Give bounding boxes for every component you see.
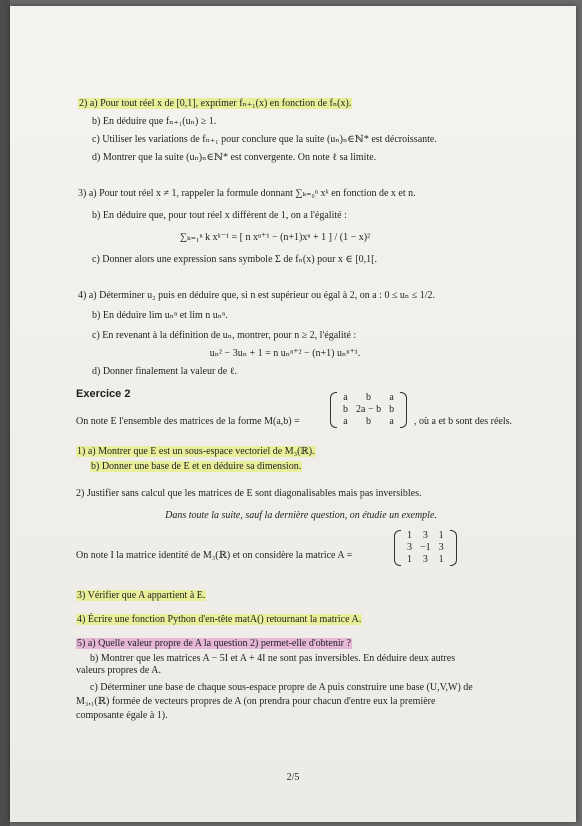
q4a: 4) a) Déterminer u₂ puis en déduire que, si n est supérieur ou égal à 2, on a : 0 ≤ uₙ ≤ 1/2.: [78, 290, 436, 301]
ex2-q5c-2: M₃,₁(ℝ) formée de vecteurs propres de A (on prendra pour chacun d'entre eux la première: [76, 696, 436, 707]
ex2-intro-after: , où a et b sont des réels.: [414, 416, 513, 427]
q2d: d) Montrer que la suite (uₙ)ₙ∈ℕ* est convergente. On note ℓ sa limite.: [92, 152, 377, 163]
q2c: c) Utiliser les variations de fₙ₊₁ pour conclure que la suite (uₙ)ₙ∈ℕ* est décroissante.: [92, 134, 437, 145]
q4b: b) En déduire lim uₙⁿ et lim n uₙⁿ.: [92, 310, 228, 321]
exercise-title: Exercice 2: [76, 388, 131, 400]
matrix-A: 1 3 1 3 −1 3 1 3 1: [394, 530, 457, 566]
page-number: 2/5: [286, 772, 300, 783]
q3-formula: ∑ₖ₌₁ⁿ k xᵏ⁻¹ = [ n xⁿ⁺¹ − (n+1)xⁿ + 1 ] / (1 − x)²: [179, 232, 371, 243]
ex2-q2: 2) Justifier sans calcul que les matrices de E sont diagonalisables mais pas inversibles.: [76, 488, 422, 499]
document-page: [10, 6, 576, 822]
q4-formula: uₙ² − 3uₙ + 1 = n uₙⁿ⁺² − (n+1) uₙⁿ⁺¹.: [209, 348, 361, 359]
binding-edge: [0, 0, 10, 826]
matrix-M: a b a b 2a − b b a b a: [330, 392, 407, 428]
q4d: d) Donner finalement la valeur de ℓ.: [92, 366, 238, 377]
ex2-q4: 4) Écrire une fonction Python d'en-tête matA() retournant la matrice A.: [77, 614, 362, 625]
q2a: 2) a) Pour tout réel x de [0,1], exprimer fₙ₊₁(x) en fonction de fₙ(x).: [79, 98, 352, 109]
q3a: 3) a) Pour tout réel x ≠ 1, rappeler la formule donnant ∑ₖ₌₀ⁿ xᵏ en fonction de x et n.: [78, 188, 416, 199]
q2b: b) En déduire que fₙ₊₁(uₙ) ≥ 1.: [92, 116, 217, 127]
ex2-q3: 3) Vérifier que A appartient à E.: [77, 590, 206, 601]
ex2-intro-before: On note E l'ensemble des matrices de la forme M(a,b) =: [76, 416, 300, 427]
ex2-q1b: b) Donner une base de E et en déduire sa dimension.: [91, 461, 302, 472]
ex2-q5a: 5) a) Quelle valeur propre de A la question 2) permet-elle d'obtenir ?: [77, 638, 351, 649]
q3b: b) En déduire que, pour tout réel x différent de 1, on a l'égalité :: [92, 210, 347, 221]
q4c: c) En revenant à la définition de uₙ, montrer, pour n ≥ 2, l'égalité :: [92, 330, 357, 341]
q3c: c) Donner alors une expression sans symbole Σ de fₙ(x) pour x ∈ [0,1[.: [92, 254, 377, 265]
ex2-def-before: On note I la matrice identité de M₃(ℝ) et on considère la matrice A =: [76, 550, 353, 561]
ex2-q5b-1: b) Montrer que les matrices A − 5I et A + 4I ne sont pas inversibles. En déduire deux autres: [90, 653, 456, 664]
ex2-note: Dans toute la suite, sauf la dernière question, on étudie un exemple.: [165, 510, 437, 521]
ex2-q5b-2: valeurs propres de A.: [76, 665, 161, 676]
ex2-q5c-1: c) Déterminer une base de chaque sous-espace propre de A puis construire une base (U,V,W) de: [90, 682, 473, 693]
ex2-q5c-3: composante égale à 1).: [76, 710, 168, 721]
ex2-q1a: 1) a) Montrer que E est un sous-espace vectoriel de M₃(ℝ).: [77, 446, 315, 457]
